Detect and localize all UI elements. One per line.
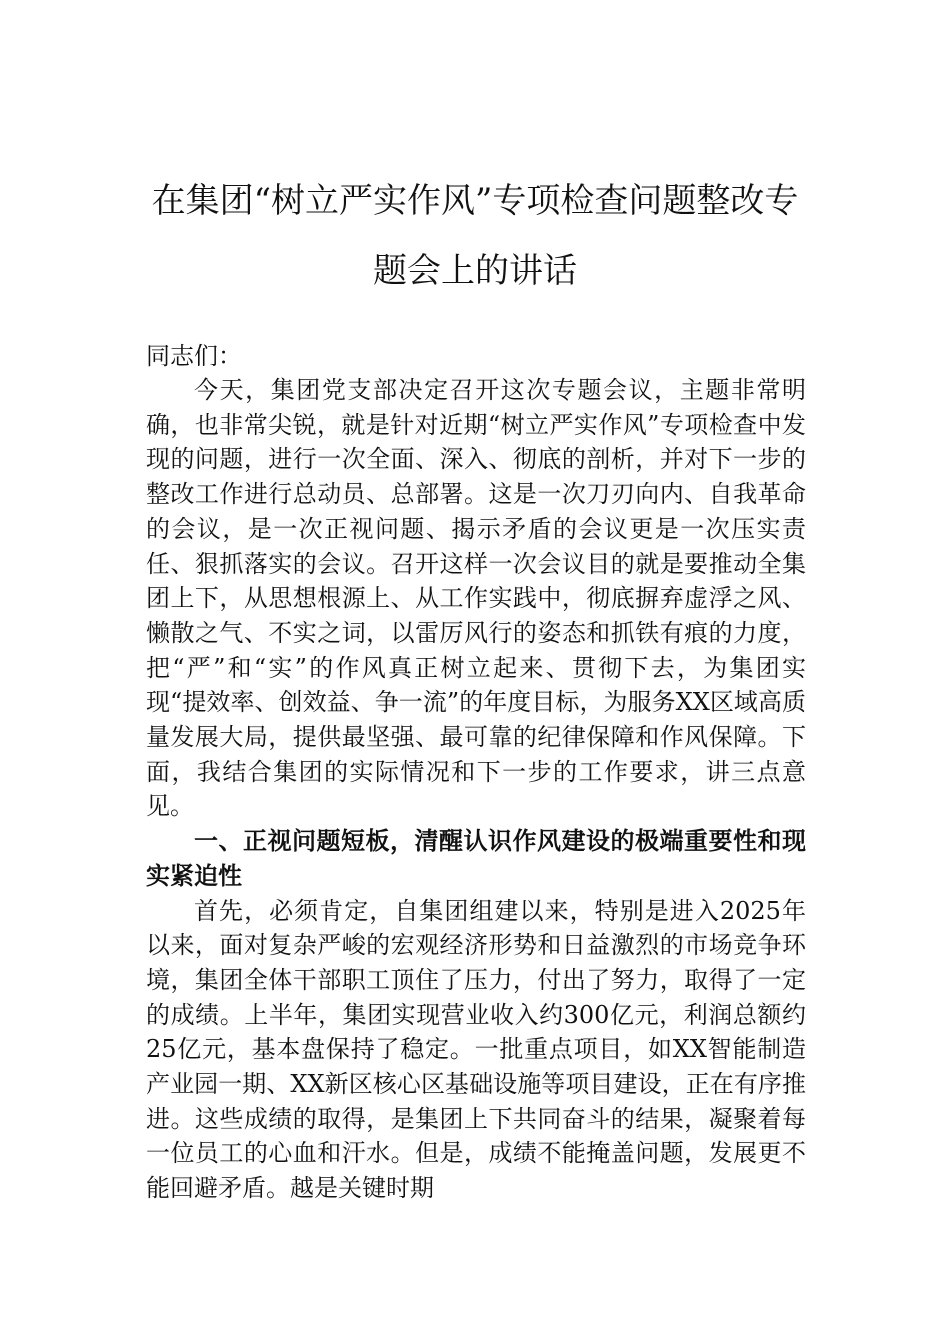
document-title-line-2: 题会上的讲话 xyxy=(373,251,577,291)
document-body xyxy=(146,373,806,1206)
salutation: 同志们： xyxy=(146,342,242,370)
document-title-line-1: 在集团“树立严实作风”专项检查问题整改专 xyxy=(151,181,799,221)
paragraph-section-1: 首先，必须肯定，自集团组建以来，特别是进入2025年以来，面对复杂严峻的宏观经济形势和日益激烈的市场竞争环境，集团全体干部职工顶住了压力，付出了努力，取得了一定的成绩。上半年，集团实现营业收入约300亿元，利润总额约25亿元，基本盘保持了稳定。一批重点项目，如XX智能制造产业园一期、XX新区核心区基础设施等项目建设，正在有序推进。这些成绩的取得，是集团上下共同奋斗的结果，凝聚着每一位员工的心血和汗水。但是，成绩不能掩盖问题，发展更不能回避矛盾。越是关键时期 xyxy=(146,896,806,1203)
section-heading-1: 一、正视问题短板，清醒认识作风建设的极端重要性和现实紧迫性 xyxy=(146,826,806,890)
paragraph-opening: 今天，集团党支部决定召开这次专题会议，主题非常明确，也非常尖锐，就是针对近期“树立严实作风”专项检查中发现的问题，进行一次全面、深入、彻底的剖析，并对下一步的整改工作进行总动员、总部署。这是一次刀刃向内、自我革命的会议，是一次正视问题、揭示矛盾的会议更是一次压实责任、狠抓落实的会议。召开这样一次会议目的就是要推动全集团上下，从思想根源上、从工作实践中，彻底摒弃虚浮之风、懒散之气、不实之词，以雷厉风行的姿态和抓铁有痕的力度，把“严”和“实”的作风真正树立起来、贯彻下去，为集团实现“提效率、创效益、争一流”的年度目标，为服务XX区域高质量发展大局，提供最坚强、最可靠的纪律保障和作风保障。下面，我结合集团的实际情况和下一步的工作要求，讲三点意见。 xyxy=(146,376,806,821)
